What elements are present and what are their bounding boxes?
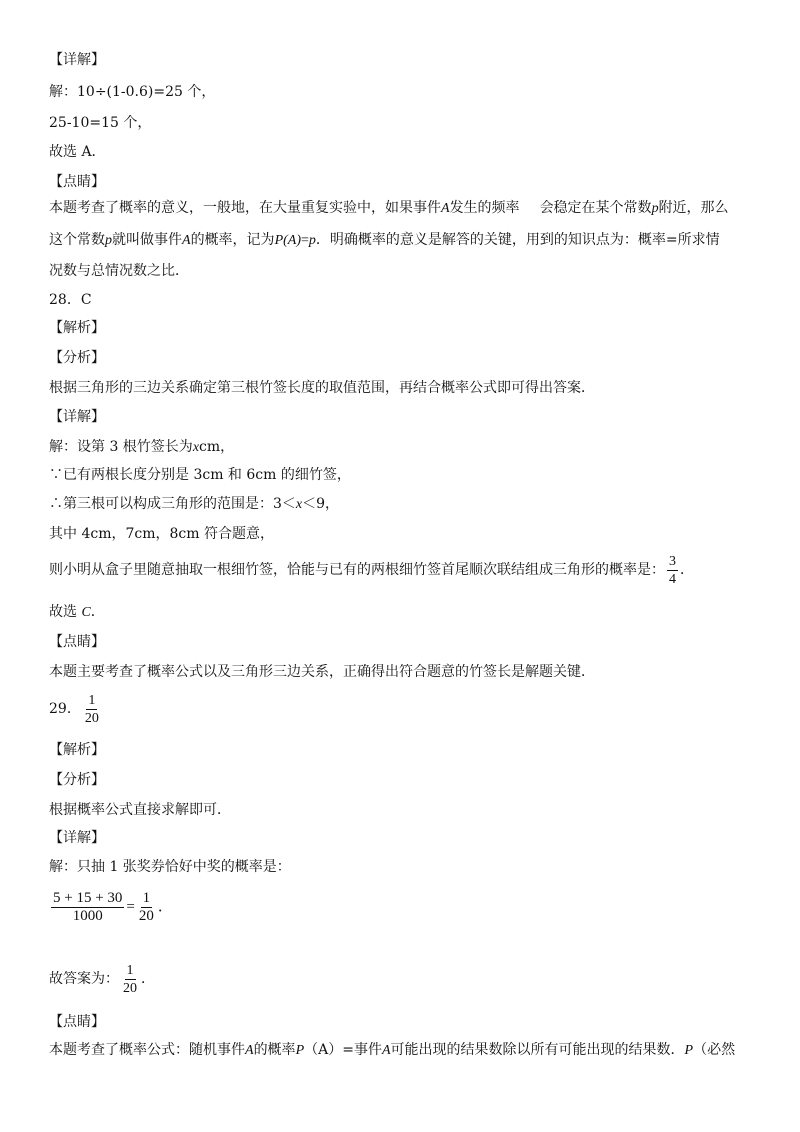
- detail-heading: 【详解】: [49, 830, 105, 846]
- detail-heading: 【详解】: [49, 52, 105, 68]
- question-number: 28．C: [49, 292, 92, 308]
- fenxi-heading: 【分析】: [49, 772, 105, 788]
- comment-heading: 【点睛】: [49, 634, 105, 650]
- fraction: $\frac{3}{4}$: [669, 553, 676, 587]
- detail-line: ∵已有两根长度分别是 3cm 和 6cm 的细竹签，: [49, 467, 351, 483]
- detail-line: 其中 4cm，7cm，8cm 符合题意，: [49, 526, 274, 542]
- analysis-heading: 【解析】: [49, 320, 105, 336]
- answer-line: 故答案为： $\frac{1}{20}$ ．: [49, 962, 155, 996]
- comment-line: 况数与总情况数之比．: [49, 263, 189, 279]
- comment-line: 本题考查了概率的意义，一般地，在大量重复实验中，如果事件A发生的频率 会稳定在某个常数p附近，那么: [49, 200, 729, 216]
- detail-line: 解：只抽 1 张奖券恰好中奖的概率是：: [49, 859, 291, 875]
- equation: $\frac{5 + 15 + 30}{1000}$ = $\frac{1}{20}$ ．: [53, 889, 173, 924]
- calc-line: 解：10÷(1-0.6)=25 个，: [49, 84, 216, 100]
- choice-line: 故选 A．: [49, 144, 106, 160]
- question-number: 29． $\frac{1}{20}$: [49, 692, 99, 726]
- comment-line: 本题主要考查了概率公式以及三角形三边关系，正确得出符合题意的竹签长是解题关键．: [49, 664, 595, 680]
- detail-line: ∴第三根可以构成三角形的范围是：3＜x＜9，: [49, 496, 340, 512]
- fenxi-text: 根据概率公式直接求解即可．: [49, 802, 231, 818]
- fenxi-heading: 【分析】: [49, 350, 105, 366]
- fraction: $\frac{1}{20}$: [138, 889, 154, 924]
- detail-line: 解：设第 3 根竹签长为xcm，: [49, 439, 235, 455]
- calc-line: 25-10=15 个，: [49, 115, 152, 131]
- comment-heading: 【点睛】: [49, 174, 105, 190]
- fraction: $\frac{5 + 15 + 30}{1000}$: [53, 889, 123, 924]
- fenxi-text: 根据三角形的三边关系确定第三根竹签长度的取值范围，再结合概率公式即可得出答案．: [49, 380, 595, 396]
- fraction: $\frac{1}{20}$: [123, 962, 137, 996]
- comment-line: 这个常数p就叫做事件A的概率，记为P(A)=p．明确概率的意义是解答的关键，用到的知识点为：概率=所求情: [49, 232, 720, 248]
- choice-line: 故选 C．: [49, 604, 105, 620]
- comment-heading: 【点睛】: [49, 1014, 105, 1030]
- detail-line: 则小明从盒子里随意抽取一根细竹签，恰能与已有的两根细竹签首尾顺次联结组成三角形的概率是： $\frac{3}{4}$ ．: [49, 553, 694, 587]
- analysis-heading: 【解析】: [49, 742, 105, 758]
- fraction: $\frac{1}{20}$: [84, 692, 99, 726]
- comment-line: 本题考查了概率公式：随机事件A的概率P（A）=事件A可能出现的结果数除以所有可能出现的结果数．P（必然: [49, 1042, 736, 1058]
- detail-heading: 【详解】: [49, 409, 105, 425]
